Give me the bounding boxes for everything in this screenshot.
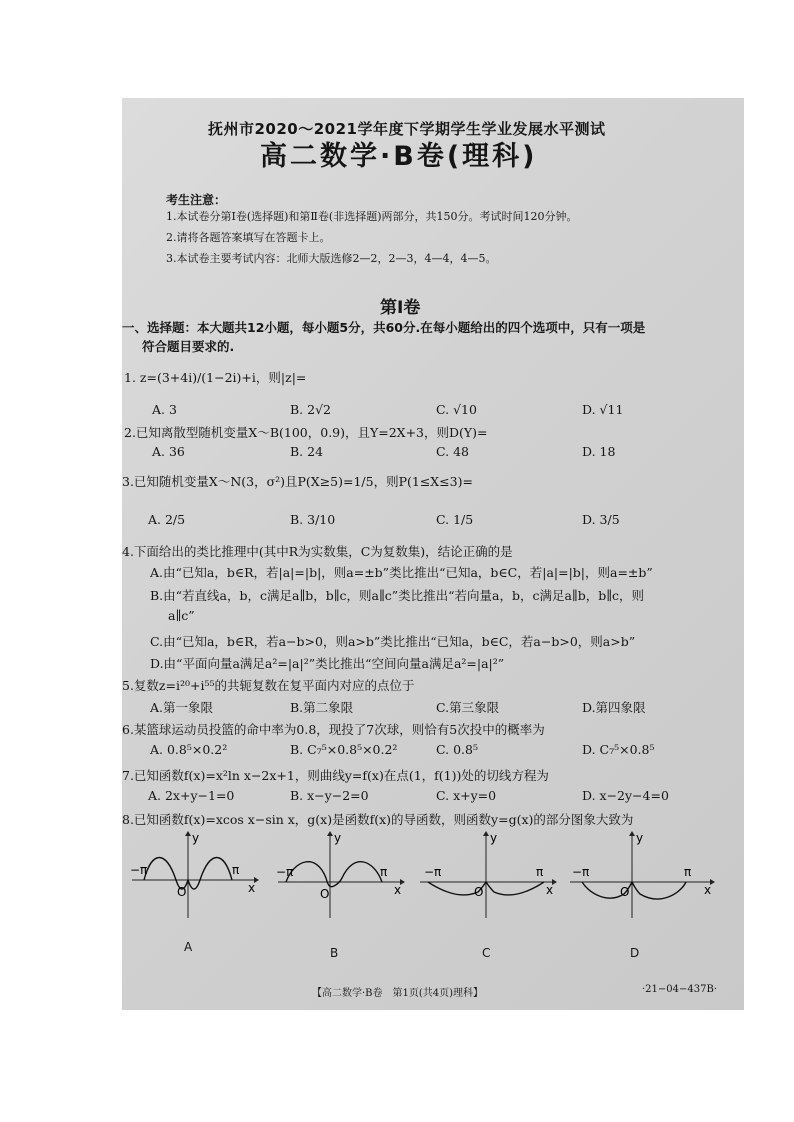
question-3-option-a: A. 2/5 <box>148 512 186 527</box>
question-4-option-a: A.由“已知a，b∈R，若|a|=|b|，则a=±b”类比推出“已知a，b∈C，若|a|=|b|，则a=±b” <box>150 565 653 580</box>
question-2-option-a: A. 36 <box>152 444 185 459</box>
graph-c-origin: O <box>474 885 484 899</box>
question-2-stem: 2.已知离散型随机变量X～B(100，0.9)，且Y=2X+3，则D(Y)= <box>124 425 488 440</box>
question-6-option-b: B. C₇⁵×0.8⁵×0.2² <box>290 742 398 757</box>
section-title: 第Ⅰ卷 <box>380 298 421 318</box>
graph-d-y-label: y <box>636 831 644 845</box>
graph-b-neg-pi: −π <box>276 865 294 879</box>
question-5-option-c: C.第三象限 <box>436 700 500 715</box>
question-5-stem: 5.复数z=i²⁰+i⁵⁵的共轭复数在复平面内对应的点位于 <box>122 678 415 693</box>
exam-paper <box>122 98 744 1010</box>
question-6-option-d: D. C₇⁵×0.8⁵ <box>582 742 655 757</box>
graph-a-neg-pi: −π <box>130 863 148 877</box>
question-1-option-a: A. 3 <box>152 402 177 417</box>
graph-b-origin: O <box>320 887 330 901</box>
graph-option-b <box>276 830 406 920</box>
graph-d-pi: π <box>684 865 692 879</box>
graph-option-a <box>130 830 260 920</box>
question-8-stem: 8.已知函数f(x)=xcos x−sin x，g(x)是函数f(x)的导函数，则函数y=g(x)的部分图象大致为 <box>122 812 634 827</box>
notice-title: 考生注意： <box>166 193 227 207</box>
question-4-option-c: C.由“已知a，b∈R，若a−b>0，则a>b”类比推出“已知a，b∈C，若a−b>0，则a>b” <box>150 634 636 649</box>
exam-header-line1: 抚州市2020～2021学年度下学期学生学业发展水平测试 <box>208 120 606 138</box>
exam-title: 高二数学·B卷(理科) <box>260 141 538 172</box>
question-1-stem: 1. z=(3+4i)/(1−2i)+i，则|z|= <box>124 370 307 385</box>
question-5-option-d: D.第四象限 <box>582 700 646 715</box>
question-5-option-b: B.第二象限 <box>290 700 354 715</box>
graph-option-c <box>418 830 558 920</box>
question-7-option-b: B. x−y−2=0 <box>290 788 369 803</box>
question-7-stem: 7.已知函数f(x)=x²ln x−2x+1，则曲线y=f(x)在点(1，f(1))处的切线方程为 <box>122 768 549 783</box>
question-3-option-c: C. 1/5 <box>436 512 474 527</box>
part-instructions-line2: 符合题目要求的. <box>142 339 235 354</box>
question-7-option-c: C. x+y=0 <box>436 788 497 803</box>
question-4-stem: 4.下面给出的类比推理中(其中R为实数集，C为复数集)，结论正确的是 <box>122 544 513 559</box>
graph-a-caption: A <box>184 940 193 954</box>
graph-a-origin: O <box>177 885 187 899</box>
graph-b-x-label: x <box>394 883 402 897</box>
graph-a-y-label: y <box>192 831 200 845</box>
question-1-option-d: D. √11 <box>582 402 624 417</box>
graph-c-x-label: x <box>546 883 554 897</box>
question-5-option-a: A.第一象限 <box>150 700 214 715</box>
graph-d-origin: O <box>620 885 630 899</box>
question-4-option-b-cont: a∥c” <box>168 608 195 623</box>
graph-b-y-label: y <box>334 831 342 845</box>
question-2-option-c: C. 48 <box>436 444 469 459</box>
question-7-option-d: D. x−2y−4=0 <box>582 788 669 803</box>
question-3-option-b: B. 3/10 <box>290 512 336 527</box>
question-6-stem: 6.某篮球运动员投篮的命中率为0.8，现投了7次球，则恰有5次投中的概率为 <box>122 722 545 737</box>
question-4-option-d: D.由“平面向量a满足a²=|a|²”类比推出“空间向量a满足a²=|a|²” <box>150 656 505 671</box>
graph-option-d <box>568 830 716 920</box>
graph-d-caption: D <box>630 946 640 960</box>
notice-item-1: 1.本试卷分第Ⅰ卷(选择题)和第Ⅱ卷(非选择题)两部分，共150分。考试时间120分钟。 <box>166 210 578 223</box>
graph-c-y-label: y <box>490 831 498 845</box>
question-2-option-b: B. 24 <box>290 444 324 459</box>
question-6-option-a: A. 0.8⁵×0.2² <box>150 742 228 757</box>
question-7-option-a: A. 2x+y−1=0 <box>148 788 235 803</box>
question-3-stem: 3.已知随机变量X～N(3，σ²)且P(X≥5)=1/5，则P(1≤X≤3)= <box>122 474 473 489</box>
footer-page-info: 【高二数学·B卷 第1页(共4页)理科】 <box>312 988 484 999</box>
graph-d-neg-pi: −π <box>572 865 590 879</box>
question-1-option-b: B. 2√2 <box>290 402 332 417</box>
notice-item-3: 3.本试卷主要考试内容：北师大版选修2—2，2—3，4—4，4—5。 <box>166 252 497 265</box>
graph-c-neg-pi: −π <box>424 865 442 879</box>
graph-b-caption: B <box>330 946 339 960</box>
graph-d-x-label: x <box>704 883 712 897</box>
question-6-option-c: C. 0.8⁵ <box>436 742 478 757</box>
part-instructions-line1: 一、选择题：本大题共12小题，每小题5分，共60分.在每小题给出的四个选项中，只有一项是 <box>122 320 646 335</box>
question-4-option-b: B.由“若直线a，b，c满足a∥b，b∥c，则a∥c”类比推出“若向量a，b，c满足a∥b，b∥c，则 <box>150 588 644 603</box>
graph-c-caption: C <box>482 946 491 960</box>
graph-a-pi: π <box>232 863 240 877</box>
question-2-option-d: D. 18 <box>582 444 616 459</box>
graph-c-pi: π <box>536 865 544 879</box>
graph-b-pi: π <box>380 865 388 879</box>
graph-a-x-label: x <box>248 881 256 895</box>
question-1-option-c: C. √10 <box>436 402 477 417</box>
notice-item-2: 2.请将各题答案填写在答题卡上。 <box>166 231 331 244</box>
question-3-option-d: D. 3/5 <box>582 512 620 527</box>
footer-code: ·21−04−437B· <box>642 984 717 995</box>
